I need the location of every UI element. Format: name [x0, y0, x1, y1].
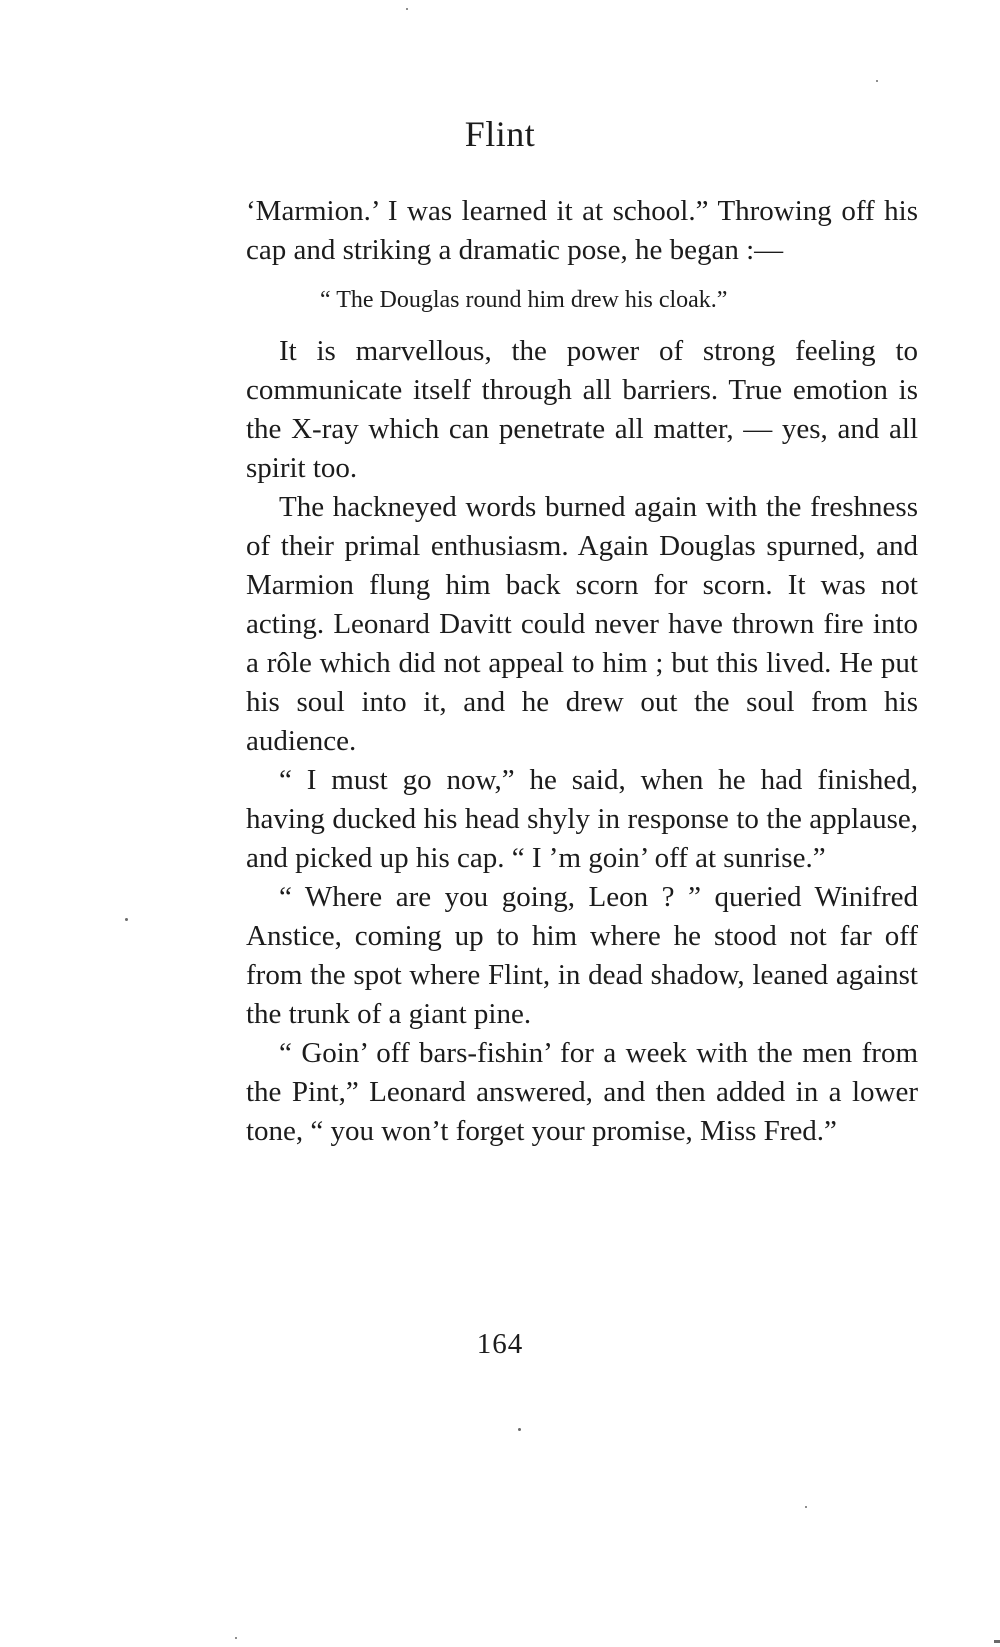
- body-text: [246, 192, 918, 1151]
- scan-speck: [125, 918, 128, 921]
- scan-speck: [406, 8, 408, 10]
- verse-quotation: “ The Douglas round him drew his cloak.”: [320, 287, 728, 313]
- paragraph: “ Goin’ off bars-fishin’ for a week with the men from the Pint,” Leonard answered, and then added in a lower tone, “ you won’t forget your promise, Miss Fred.”: [246, 1037, 918, 1147]
- scan-speck: [235, 1637, 237, 1639]
- running-title: Flint: [464, 114, 536, 154]
- scan-speck: [518, 1428, 521, 1431]
- paragraph: It is marvellous, the power of strong feeling to communicate itself through all barriers. True emotion is the X-ray which can penetrate all matter, — yes, and all spirit too.: [246, 335, 918, 484]
- scan-speck: [876, 80, 878, 82]
- paragraph: The hackneyed words burned again with the freshness of their primal enthusiasm. Again Douglas spurned, and Marmion flung him back scorn for scorn. It was not acting. Leonard Davitt could never have thrown fire into a rôle which did not appeal to him ; but this lived. He put his soul into it, and he drew out the soul from his audience.: [246, 491, 918, 757]
- paragraph-continuation: ‘Marmion.’ I was learned it at school.” Throwing off his cap and striking a dramatic pose, he began :—: [246, 195, 918, 266]
- page-number: 164: [476, 1328, 524, 1360]
- scan-speck: [805, 1506, 807, 1508]
- paragraph: “ Where are you going, Leon ? ” queried Winifred Anstice, coming up to him where he stood not far off from the spot where Flint, in dead shadow, leaned against the trunk of a giant pine.: [246, 881, 918, 1030]
- paragraph: “ I must go now,” he said, when he had finished, having ducked his head shyly in response to the applause, and picked up his cap. “ I ’m goin’ off at sunrise.”: [246, 764, 918, 874]
- scan-speck: [994, 1640, 1000, 1643]
